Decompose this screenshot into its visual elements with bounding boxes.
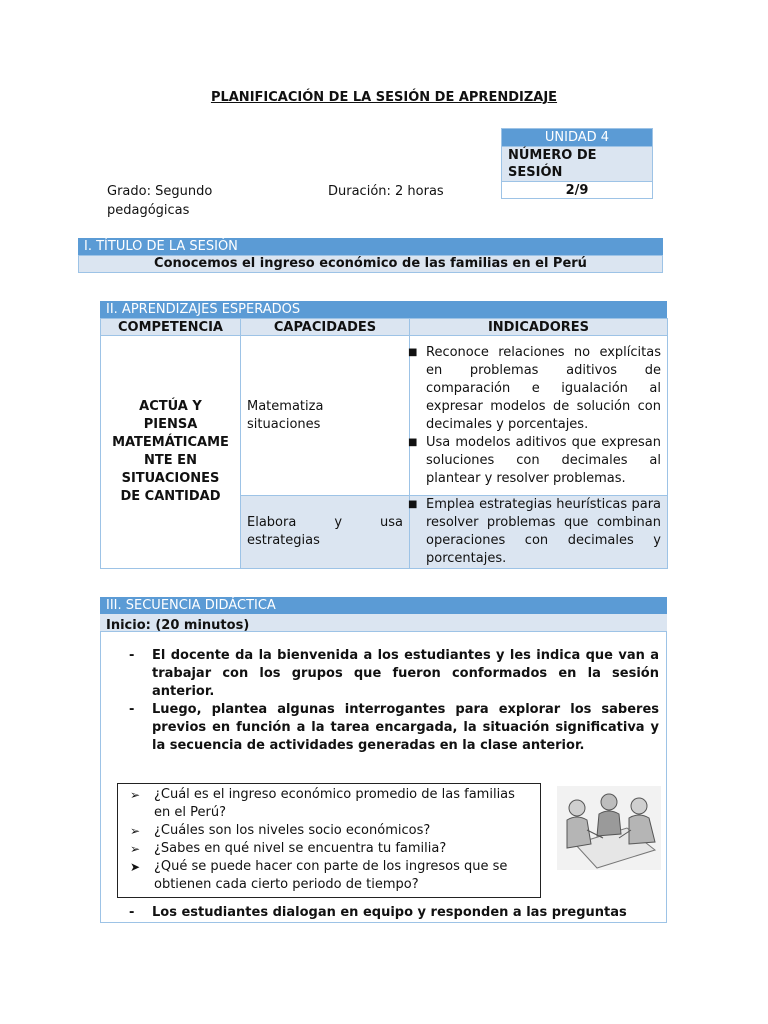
competence-line: NTE EN [144,453,197,468]
unit-header: UNIDAD 4 [502,129,653,147]
grade-text: Grado: Segundo [107,184,213,199]
competence-line: SITUACIONES [121,471,220,486]
phase-bar [100,614,667,632]
learning-table [100,318,668,569]
column-header: COMPETENCIA [101,319,241,336]
question-item: ➤ ¿Qué se puede hacer con parte de los ingresos que se obtienen cada cierto periodo de tiempo? [130,859,508,892]
arrow-icon: ➢ [130,842,141,856]
students-illustration [557,786,661,870]
procedure-item: - Luego, plantea algunas interrogantes para explorar los saberes previos en función a la tarea encargada, la situación significativa y la secuencia de actividades generadas en la clase anterior. [129,702,659,753]
bullet-icon: ■ [408,346,418,358]
section1-heading: I. TÍTULO DE LA SESIÓN [78,238,663,255]
duration-text: Duración: 2 horas [328,184,444,199]
competence-cell [101,336,241,569]
question-item: ➢ ¿Cuál es el ingreso económico promedio de las familias en el Perú? [130,787,515,820]
procedure-list [129,647,659,755]
indicator-item: ■ Usa modelos aditivos que expresan soluciones con decimales al plantear y resolver problemas. [408,434,661,486]
indicator-item: ■ Emplea estrategias heurísticas para resolver problemas que combinan operaciones con decimales y porcentajes. [408,497,661,566]
grade-text-continued: pedagógicas [107,203,190,218]
closing-text: Los estudiantes dialogan en equipo y responden a las preguntas [152,905,627,920]
capacity-text: Matematiza situaciones [247,398,324,432]
arrow-icon: ➤ [130,860,141,874]
competence-line: ACTÚA Y [139,399,202,414]
capacity-text: Elabora y usa estrategias [247,515,403,548]
session-number-label: NÚMERO DE SESIÓN [502,147,653,182]
arrow-icon: ➢ [130,824,141,838]
procedure-item: - El docente da la bienvenida a los estudiantes y les indica que van a trabajar con los grupos que fueron conformados en la sesión anterior. [129,648,659,699]
column-header: INDICADORES [410,319,668,336]
page-title: PLANIFICACIÓN DE LA SESIÓN DE APRENDIZAJE [210,90,558,105]
competence-line: MATEMÁTICAME [112,435,229,450]
arrow-icon: ➢ [130,788,141,802]
bullet-icon: ■ [408,436,418,448]
column-header: CAPACIDADES [241,319,410,336]
closing-item: - Los estudiantes dialogan en equipo y responden a las preguntas [129,905,627,920]
questions-box [117,783,541,898]
session-title: Conocemos el ingreso económico de las familias en el Perú [78,255,663,273]
bullet-icon: ■ [408,499,418,510]
section2-heading: II. APRENDIZAJES ESPERADOS [100,301,667,318]
section3-heading: III. SECUENCIA DIDÁCTICA [100,597,667,614]
indicator-item: ■ Reconoce relaciones no explícitas en problemas aditivos de comparación e igualación al expresar modelos de solución con decimales y porcentajes. [408,344,661,432]
question-item: ➢ ¿Cuáles son los niveles socio económicos? [130,823,431,838]
competence-line: PIENSA [143,417,198,432]
phase-label: Inicio: (20 minutos) [106,618,250,633]
indicators-cell [410,336,668,496]
capacity-cell [241,336,410,496]
grade-info [107,182,212,220]
capacity-cell [241,496,410,569]
session-number: 2/9 [502,182,653,199]
competence-line: DE CANTIDAD [120,489,221,504]
question-item: ➢ ¿Sabes en qué nivel se encuentra tu familia? [130,841,447,856]
unit-box [501,128,653,199]
indicators-cell [410,496,668,569]
